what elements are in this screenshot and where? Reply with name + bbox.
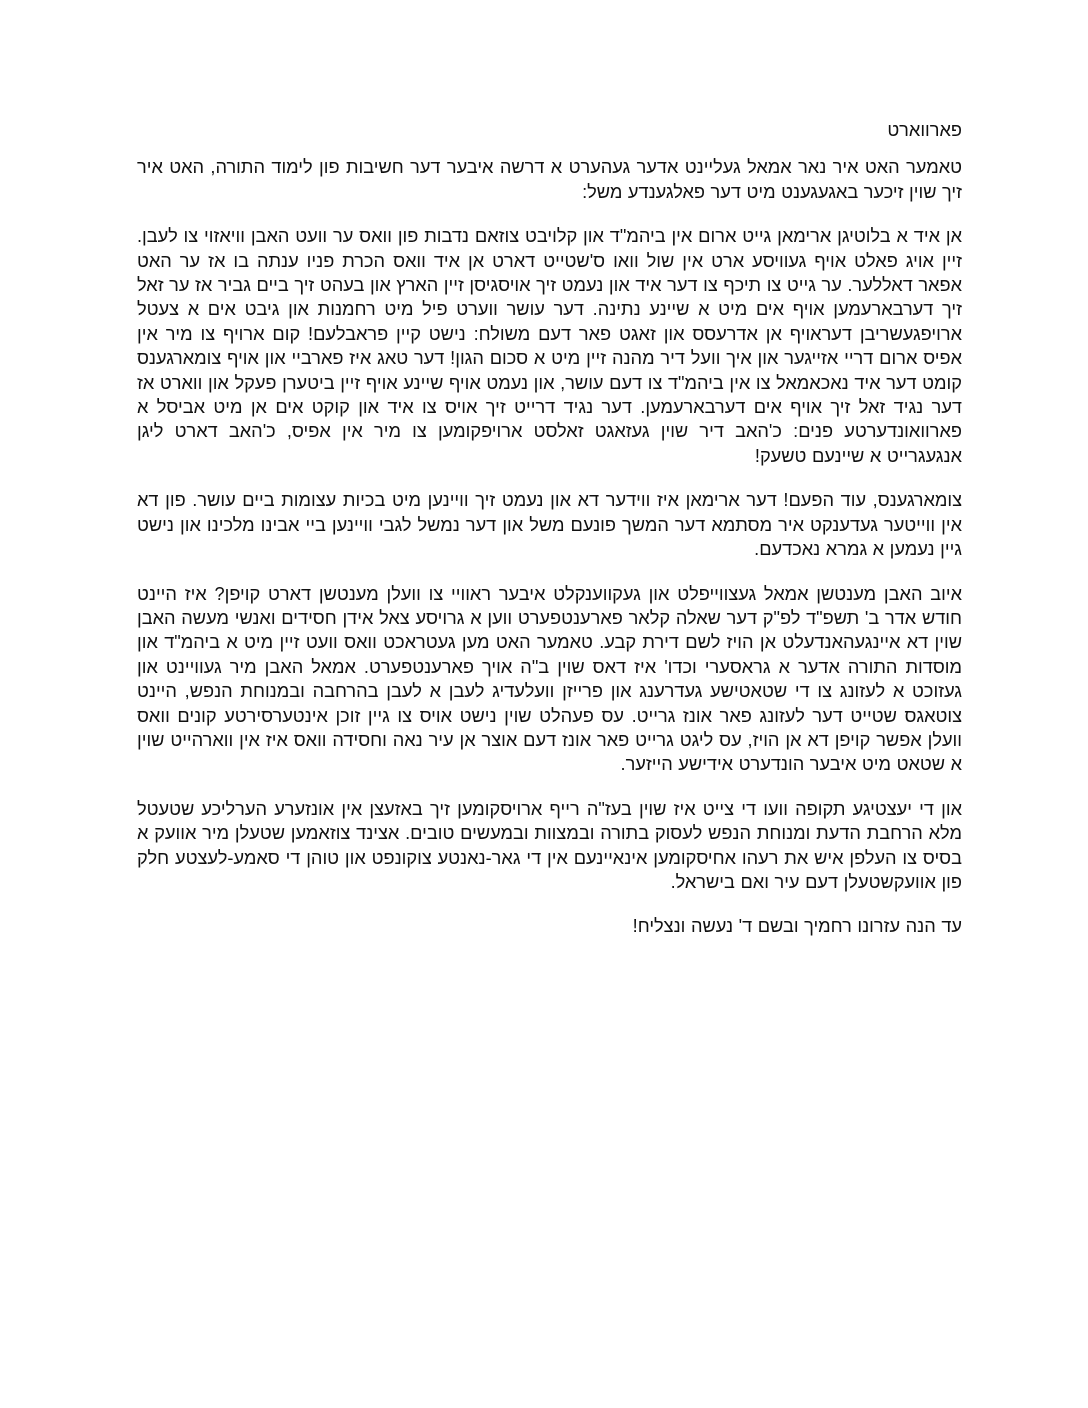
document-title: פארווארט	[887, 120, 962, 140]
paragraph-next-day: צומארגענס, עוד הפעם! דער ארימאן איז ווידער דא און נעמט זיך וויינען מיט בכיות עצומות ביים עושר. פון דא אין ווייטער געדענקט איר מסתמא דער המשך פונעם משל און דער נמשל לגבי וויינען ביי אבינו מלכינו און נישט גיין נעמען א גמרא נאכדעם.	[137, 490, 962, 560]
document-page	[137, 118, 962, 939]
paragraph-parable: אן איד א בלוטיגן ארימאן גייט ארום אין ביהמ"ד און קלויבט צוזאם נדבות פון וואס ער וועט האבן וויאזוי צו לעבן. זיין אויג פאלט אויף געוויסע ארט אין שול וואו ס'שטייט דארט אן איד וואס הכרת פניו ענתה בו אז ער האט אפאר דאללער. ער גייט צו תיכף צו דער איד און נעמט זיך אויסגיסן זיין הארץ און בעהט זיך ביים גביר אז ער זאל זיך דערבארעמען אויף אים מיט א שיינע נתינה. דער עושר ווערט פיל מיט רחמנות און גיבט אים א צעטל ארויפגעשריבן דעראויף אן אדרעסס און זאגט פאר דעם משולח: נישט קיין פראבלעם! קום ארויף צו מיר אין אפיס ארום דריי אזייגער און איך וועל דיר מהנה זיין מיט א סכום הגון! דער טאג איז פארביי און אויף צומארגענס קומט דער איד נאכאמאל צו אין ביהמ"ד צו דעם עושר, און נעמט אויף שיינע אויף זיין ביטערן פעקל און ווארט אז דער נגיד זאל זיך אויף אים דערבארעמען. דער נגיד דרייט זיך אויס צו איד און קוקט אים אן מיט אביסל א פארוואונדערטע פנים: כ'האב דיר שוין געזאגט זאלסט ארויפקומען צו מיר אין אפיס, כ'האב דארט ליגן אנגעגרייט א שיינעם טשעק!	[137, 226, 962, 466]
paragraph-current-era: און די יעצטיגע תקופה וועו די צייט איז שוין בעז"ה רייף ארויסקומען זיך באזעצן אין אונזערע הערליכע שטעטל מלא הרחבת הדעת ומנוחת הנפש לעסוק בתורה ובמצוות ובמעשים טובים. אצינד צוזאמען שטעלן מיר אוועק א בסיס צו העלפן איש את רעהו אחיסקומען אינאיינעם אין די גאר-נאנטע צוקונפט און טוהן די סאמע-לעצטע חלק פון אוועקשטעלן דעם עיר ואם בישראל.	[137, 798, 962, 892]
paragraph-intro: טאמער האט איר נאר אמאל געליינט אדער געהערט א דרשה איבער דער חשיבות פון לימוד התורה, האט איר זיך שוין זיכער באגעגענט מיט דער פאלגענדע משל:	[137, 157, 962, 202]
paragraph-town: איוב האבן מענטשן אמאל געצווייפלט און געקווענקלט איבער ראוויי צו וועלן מענטשן דארט קויפן? איז היינט חודש אדר ב' תשפ"ד לפ"ק דער שאלה קלאר פארענטפערט ווען א גרויסע צאל אידן חסידים ואנשי מעשה האבן שוין דא איינגעהאנדעלט אן הויז לשם דירת קבע. טאמער האט מען געטראכט וואס וועט זיין מיט א ביהמ"ד און מוסדות התורה אדער א גראסערי וכדו' איז דאס שוין ב"ה אויך פארענטפערט. אמאל האבן מיר געוויינט און געזוכט א לעזונג צו די שטאטישע געדרענג און פרייזן וועלעדיג לעבן א לעבן בהרחבה ובמנוחת הנפש, היינט צוטאגס שטייט דער לעזונג פאר אונז גרייט. עס פעהלט שוין נישט אויס צו גיין זוכן אינטערסירטע קונים וואס וועלן אפשר קויפן דא אן הויז, עס ליגט גרייט פאר אונז דעם אוצר אן עיר נאה וחסידה וואס איז אין ווארהייט שוין א שטאט מיט איבער הונדערט אידישע הייזער.	[137, 583, 962, 775]
closing-line: עד הנה עזרונו רחמיך ובשם ד' נעשה ונצליח!	[632, 916, 962, 937]
